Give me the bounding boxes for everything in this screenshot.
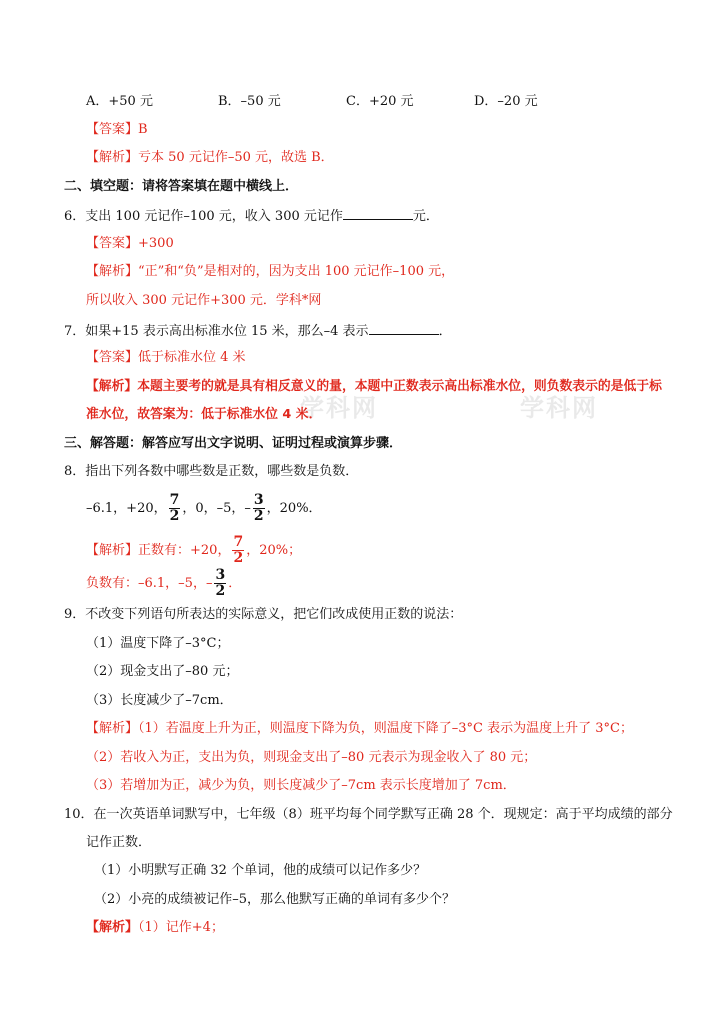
q7-analysis-line1: 【解析】本题主要考的就是具有相反意义的量，本题中正数表示高出标准水位，则负数表示的是低于标 xyxy=(86,379,662,394)
q6-analysis-line2: 所以收入 300 元记作+300 元．学科*网 xyxy=(86,293,322,308)
fraction-three-halves xyxy=(214,568,226,599)
answer-text: 低于标准水位 4 米 xyxy=(138,350,246,365)
q10-item-2: （2）小亮的成绩被记作–5，那么他默写正确的单词有多少个？ xyxy=(94,892,456,907)
fraction-seven-halves xyxy=(169,493,181,524)
option-c: C．+20 元 xyxy=(346,94,414,109)
q10-item-1: （1）小明默写正确 32 个单词，他的成绩可以记作多少？ xyxy=(94,863,427,878)
q9-analysis-3: （3）若增加为正，减少为负，则长度减少了–7cm 表示长度增加了 7cm． xyxy=(86,778,516,793)
analysis-text: “正”和“负”是相对的，因为支出 100 元记作–100 元， xyxy=(138,264,455,279)
answer-tag: 【答案】 xyxy=(86,236,139,251)
q6-answer xyxy=(86,235,174,253)
section-heading-fill-in: 二、填空题：请将答案填在题中横线上． xyxy=(64,179,299,194)
q8-number-list xyxy=(86,493,322,524)
option-b: B．–50 元 xyxy=(218,94,281,109)
fraction-denominator: 2 xyxy=(169,508,180,524)
q9-stem: 9．不改变下列语句所表达的实际意义，把它们改成使用正数的说法： xyxy=(64,607,463,622)
analysis-text: （1）若温度上升为正，则温度下降为负，则温度下降了–3°C 表示为温度上升了 3°C； xyxy=(138,721,633,736)
q9-analysis-1 xyxy=(86,720,633,738)
option-d: D．–20 元 xyxy=(474,94,538,109)
q9-analysis-2: （2）若收入为正，支出为负，则现金支出了–80 元表示为现金收入了 80 元； xyxy=(86,750,537,765)
section-heading-solve: 三、解答题：解答应写出文字说明、证明过程或演算步骤． xyxy=(64,436,403,451)
fraction-three-halves xyxy=(253,493,265,524)
fraction-denominator: 2 xyxy=(253,508,264,524)
q9-item-2: （2）现金支出了–80 元； xyxy=(86,664,239,679)
answer-tag: 【答案】 xyxy=(86,122,139,137)
watermark-left: 学科网 xyxy=(300,394,378,422)
fraction-denominator: 2 xyxy=(233,550,244,566)
q9-item-3: （3）长度减少了–7cm． xyxy=(86,693,233,708)
answer-text: B xyxy=(138,122,148,137)
q9-item-1: （1）温度下降了–3°C； xyxy=(86,636,230,651)
q8-list-part-a: –6.1，+20， xyxy=(86,501,167,516)
q6-stem-pre: 6．支出 100 元记作–100 元，收入 300 元记作 xyxy=(64,209,343,224)
q8-stem: 8．指出下列各数中哪些数是正数，哪些数是负数． xyxy=(64,464,359,479)
analysis-tag: 【解析】 xyxy=(86,920,139,935)
q8-positive-part-b: ，20%； xyxy=(246,543,302,558)
answer-text: +300 xyxy=(138,236,174,251)
fraction-numerator: 7 xyxy=(169,492,180,508)
q10-analysis xyxy=(86,919,224,937)
analysis-tag: 【解析】 xyxy=(86,721,139,736)
q8-list-part-c: ，20%． xyxy=(266,501,322,516)
q5-analysis xyxy=(86,149,334,167)
analysis-text: 亏本 50 元记作–50 元，故选 B． xyxy=(138,150,334,165)
q6-analysis-line1 xyxy=(86,263,454,281)
watermark-right: 学科网 xyxy=(520,394,598,422)
answer-blank xyxy=(369,321,439,335)
q8-list-part-b: ，0，–5，– xyxy=(182,501,251,516)
q8-positive-part-a: 正数有：+20， xyxy=(138,543,231,558)
q8-negative-numbers xyxy=(86,568,241,599)
analysis-tag: 【解析】 xyxy=(86,543,139,558)
q6-stem-post: 元． xyxy=(412,209,439,224)
q10-stem-line2: 记作正数． xyxy=(86,835,152,850)
q7-stem-pre: 7．如果+15 表示高出标准水位 15 米，那么–4 表示 xyxy=(64,324,369,339)
q7-stem xyxy=(64,321,452,341)
q10-stem-line1: 10．在一次英语单词默写中，七年级（8）班平均每个同学默写正确 28 个．现规定：高于平均成绩的部分 xyxy=(64,807,673,822)
q5-answer xyxy=(86,121,148,139)
option-a: A．+50 元 xyxy=(86,94,153,109)
analysis-text: （1）记作+4； xyxy=(138,920,224,935)
fraction-seven-halves xyxy=(232,535,244,566)
q7-analysis-line2: 准水位，故答案为：低于标准水位 4 米． xyxy=(86,407,322,422)
q8-negative-part-b: ． xyxy=(228,576,242,591)
analysis-tag: 【解析】 xyxy=(86,150,139,165)
q8-negative-part-a: 负数有：–6.1，–5，– xyxy=(86,576,213,591)
analysis-tag: 【解析】 xyxy=(86,264,139,279)
q7-stem-post: ． xyxy=(438,324,452,339)
q8-positive-numbers xyxy=(86,535,301,566)
q6-stem xyxy=(64,206,439,226)
fraction-numerator: 3 xyxy=(215,567,226,583)
fraction-numerator: 7 xyxy=(233,534,244,550)
fraction-numerator: 3 xyxy=(253,492,264,508)
q7-answer xyxy=(86,349,246,367)
fraction-denominator: 2 xyxy=(215,583,226,599)
answer-tag: 【答案】 xyxy=(86,350,139,365)
answer-blank xyxy=(343,206,413,220)
